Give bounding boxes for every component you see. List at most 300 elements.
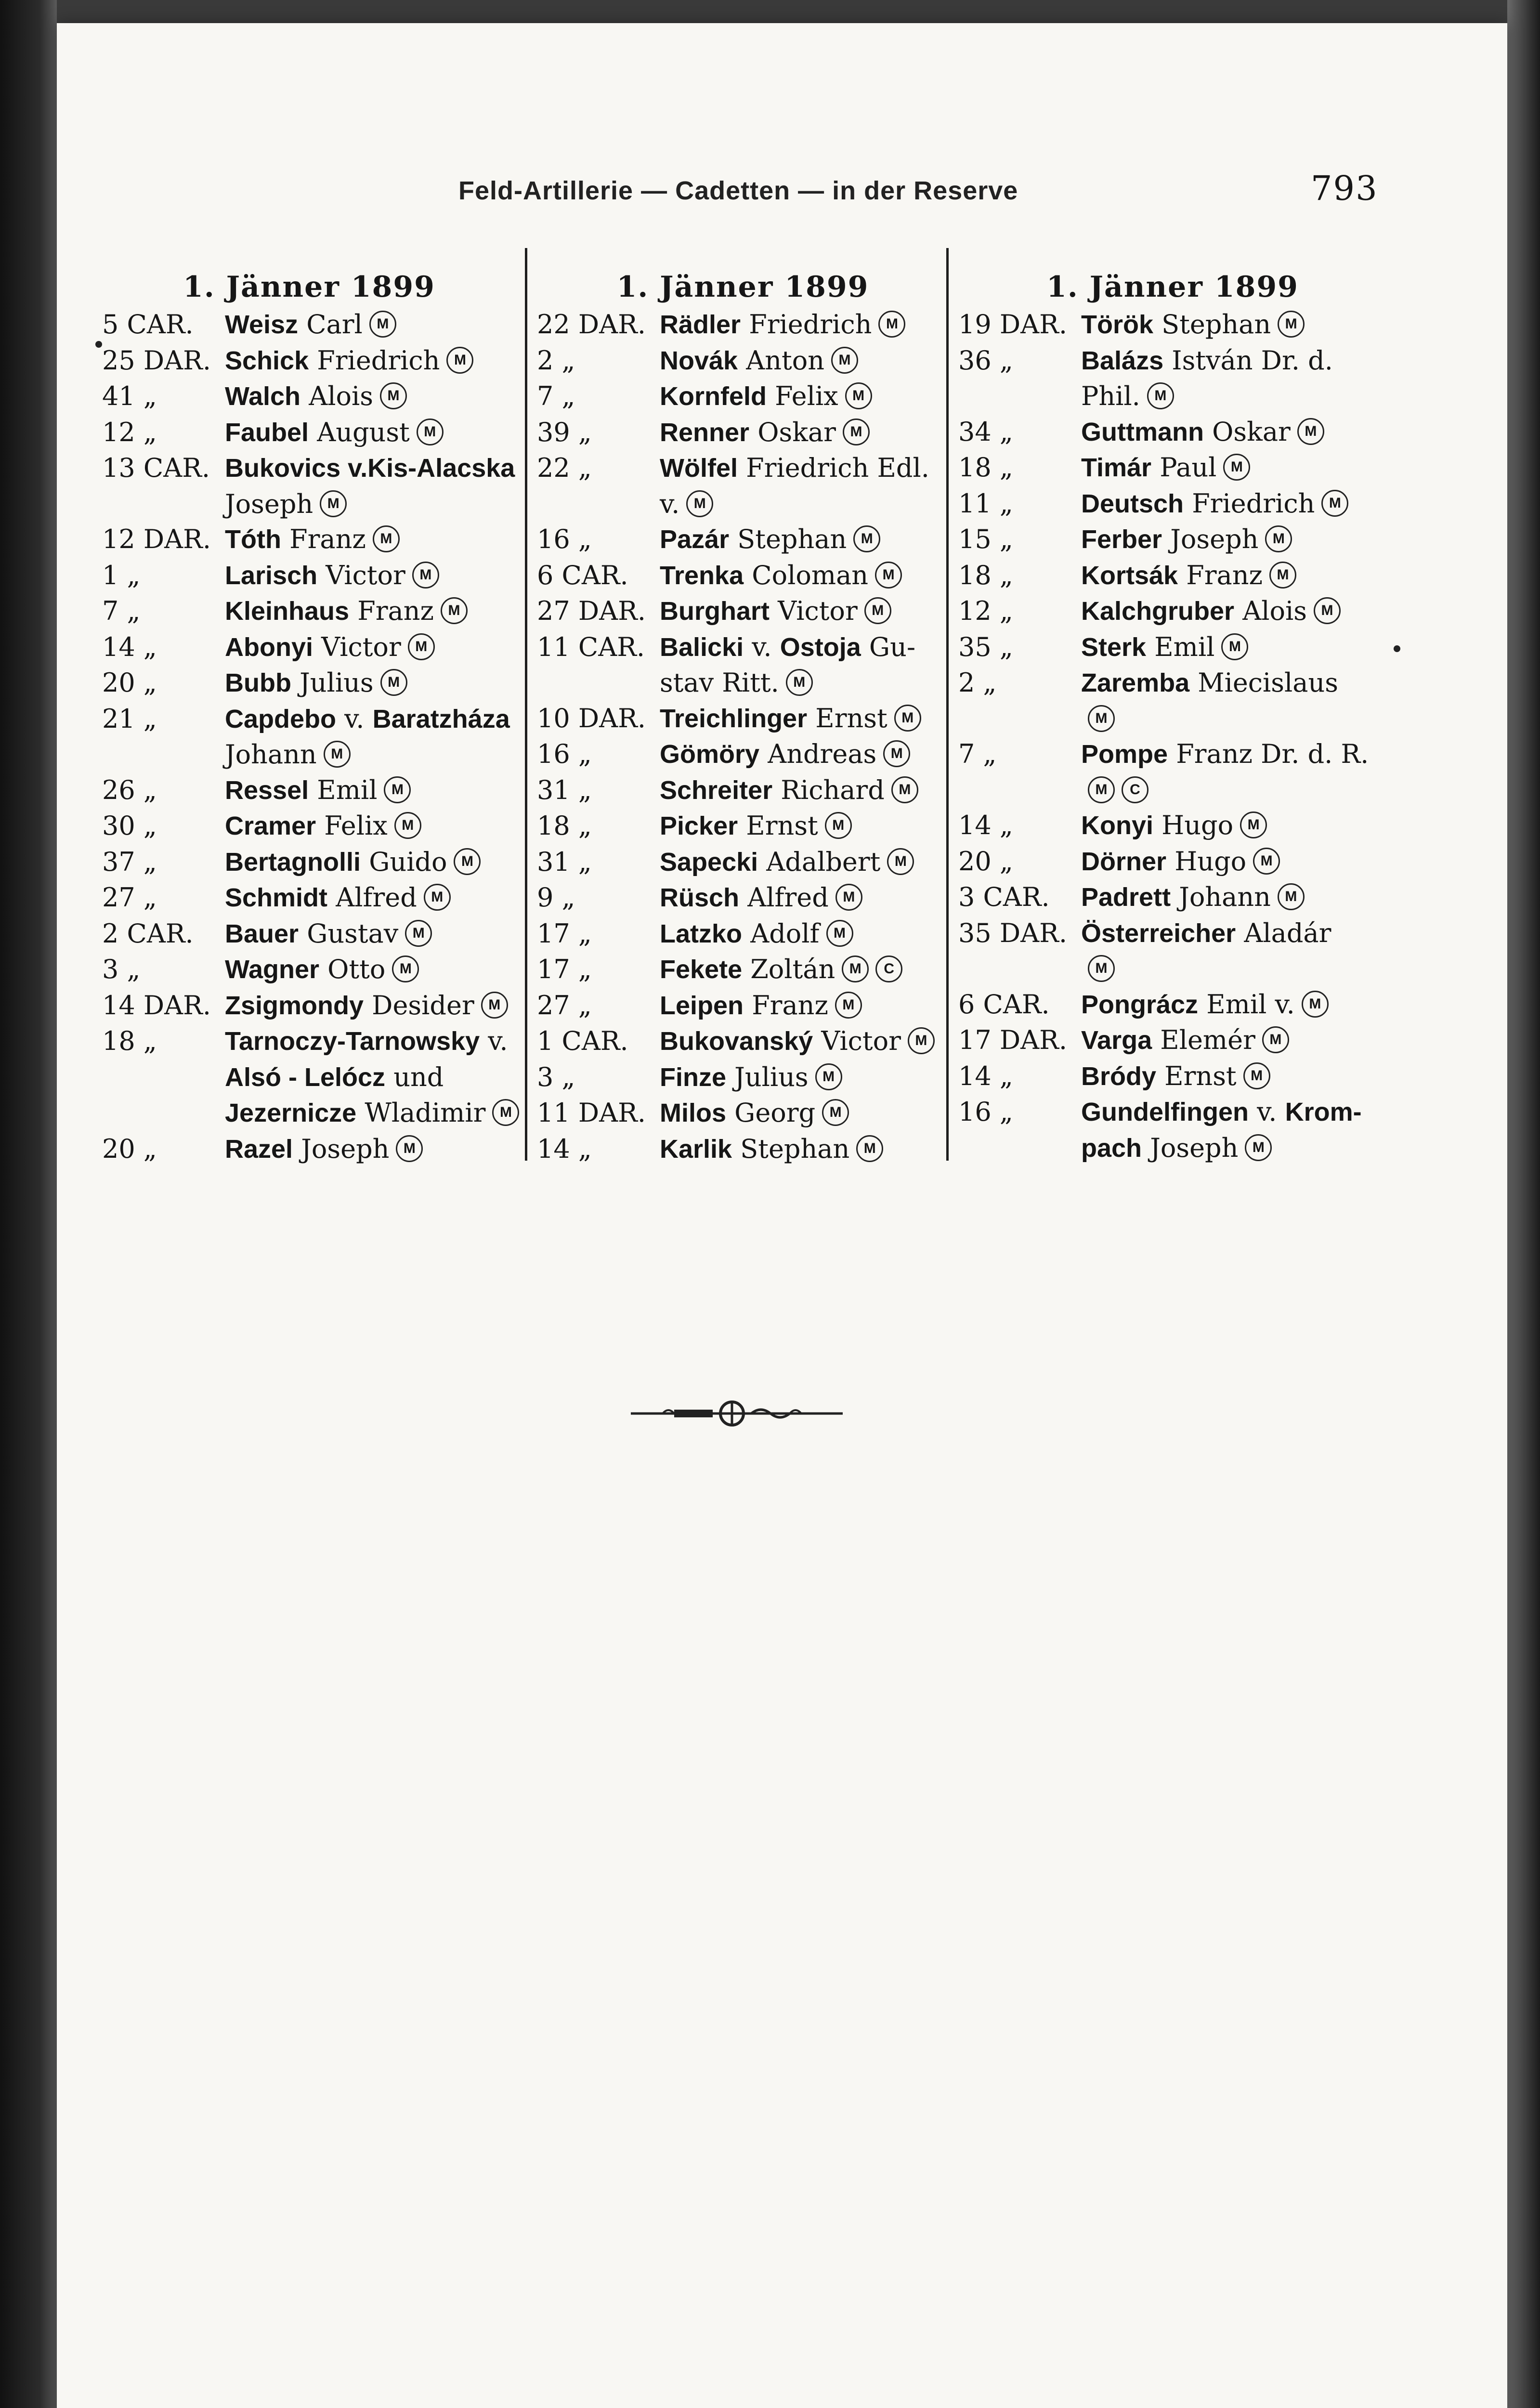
given-name: v.	[660, 488, 680, 519]
name-line	[1081, 844, 1387, 880]
name-line	[660, 952, 949, 988]
circled-m-icon: M	[320, 490, 347, 517]
surname: Milos	[660, 1099, 727, 1127]
circled-m-icon: M	[373, 525, 400, 552]
surname: Ressel	[225, 775, 309, 805]
name-block	[225, 808, 516, 844]
roster-entry	[102, 916, 516, 952]
given-name: Richard	[772, 774, 885, 805]
surname: Varga	[1081, 1026, 1152, 1055]
surname: Wölfel	[660, 454, 738, 483]
name-line	[225, 737, 516, 772]
name-block	[225, 988, 516, 1024]
surname: Larisch	[225, 561, 318, 590]
rank-seniority: 18 „	[537, 811, 592, 841]
name-block	[225, 522, 516, 558]
rank-seniority: 34 „	[958, 416, 1013, 447]
roster-entry	[102, 450, 516, 522]
roster-entry	[958, 844, 1387, 880]
surname: Timár	[1081, 453, 1152, 482]
rank-seniority: 20 „	[102, 667, 157, 698]
circled-m-icon: M	[1297, 418, 1324, 445]
given-name: Georg	[726, 1098, 816, 1128]
roster-entry	[102, 379, 516, 415]
name-line	[660, 701, 949, 737]
roster-entry	[537, 772, 949, 809]
given-name: Julius	[291, 667, 374, 698]
given-name: Julius	[726, 1061, 809, 1092]
name-block	[1081, 879, 1387, 916]
name-block	[1081, 486, 1387, 522]
rank-seniority: 16 „	[537, 524, 592, 554]
surname: Pongrácz	[1081, 990, 1199, 1019]
name-block	[660, 1131, 949, 1167]
circled-m-icon: M	[822, 1099, 849, 1126]
name-block	[225, 772, 516, 809]
roster-entry	[958, 450, 1387, 486]
rank-seniority: 21 „	[102, 703, 157, 734]
roster-entry	[537, 558, 949, 594]
rank-seniority: 20 „	[958, 846, 1013, 877]
name-line	[660, 343, 949, 379]
name-block	[660, 988, 949, 1024]
circled-m-icon: M	[1088, 705, 1115, 732]
circled-m-icon: M	[887, 848, 914, 875]
rank-seniority: 6 CAR.	[537, 560, 628, 590]
name-line	[225, 772, 516, 809]
given-name: August	[309, 417, 410, 447]
circled-m-icon: M	[481, 992, 508, 1019]
rank-seniority: 18 „	[958, 452, 1013, 483]
rank-seniority: 2 „	[958, 667, 997, 698]
rank-seniority: 27 DAR.	[537, 596, 646, 626]
circled-m-icon: M	[1245, 1134, 1272, 1161]
rank-seniority: 11 DAR.	[537, 1098, 646, 1128]
running-title: Feld-Artillerie — Cadetten — in der Reserve	[458, 176, 1018, 205]
name-block	[660, 1023, 949, 1060]
rank-seniority: 1 „	[102, 560, 141, 590]
name-line	[660, 1060, 949, 1096]
scan-left-edge	[0, 0, 57, 2408]
rank-seniority: 17 „	[537, 918, 592, 949]
scan-right-edge	[1507, 0, 1540, 2408]
given-name: Alois	[300, 381, 373, 411]
roster-entry	[102, 701, 516, 772]
name-line	[1081, 701, 1387, 737]
name-block	[225, 450, 516, 522]
name-line	[660, 1023, 949, 1060]
rank-seniority: 31 „	[537, 846, 592, 877]
roster-entry	[537, 736, 949, 772]
given-name: Stephan	[732, 1133, 850, 1164]
column-1	[102, 267, 516, 1167]
given-name: Oskar	[749, 417, 836, 447]
surname: Karlik	[660, 1134, 732, 1164]
name-block	[660, 916, 949, 952]
rank-seniority: 25 DAR.	[102, 345, 211, 376]
given-name: Phil.	[1081, 381, 1140, 411]
given-name: Victor	[313, 631, 401, 662]
given-name: v.	[336, 703, 373, 734]
rank-seniority: 16 „	[537, 739, 592, 769]
name-line	[225, 343, 516, 379]
circled-c-icon: C	[875, 955, 902, 982]
roster-entry	[537, 522, 949, 558]
name-block	[1081, 1094, 1387, 1166]
surname: Ferber	[1081, 525, 1162, 554]
name-line	[1081, 951, 1387, 987]
surname: Bauer	[225, 919, 299, 948]
surname: Fekete	[660, 955, 743, 984]
name-block	[660, 1060, 949, 1096]
given-name: Felix	[767, 381, 838, 411]
roster-entry	[102, 522, 516, 558]
name-block	[1081, 629, 1387, 666]
name-block	[660, 522, 949, 558]
name-line	[660, 486, 949, 522]
circled-m-icon: M	[441, 597, 468, 624]
roster-entry	[537, 988, 949, 1024]
rank-seniority: 27 „	[537, 990, 592, 1021]
surname: Walch	[225, 382, 301, 411]
column-divider	[525, 248, 527, 1161]
rank-seniority: 13 CAR.	[102, 453, 210, 483]
name-line	[225, 880, 516, 916]
name-line	[1081, 665, 1387, 701]
given-name: Alfred	[739, 882, 829, 913]
name-line	[225, 1131, 516, 1167]
given-name: Anton	[738, 345, 825, 376]
roster-entry	[102, 1131, 516, 1167]
name-line	[1081, 808, 1387, 844]
roster-entry	[102, 665, 516, 701]
name-line	[1081, 772, 1387, 808]
rank-seniority: 7 „	[537, 381, 575, 411]
surname: Finze	[660, 1062, 727, 1092]
name-block	[1081, 1022, 1387, 1059]
surname: Pompe	[1081, 740, 1168, 769]
given-name: Victor	[317, 560, 405, 590]
name-block	[660, 736, 949, 772]
surname: Rädler	[660, 310, 741, 339]
name-block	[660, 880, 949, 916]
roster-entry	[537, 952, 949, 988]
rank-seniority: 7 „	[102, 596, 141, 626]
circled-m-icon: M	[1253, 848, 1280, 875]
roster-entry	[958, 987, 1387, 1023]
name-line	[225, 988, 516, 1024]
roster-entry	[537, 1060, 949, 1096]
name-line	[660, 844, 949, 880]
name-line	[225, 415, 516, 451]
surname: Kortsák	[1081, 561, 1178, 590]
circled-m-icon: M	[908, 1027, 935, 1054]
given-name: Stephan	[1153, 309, 1271, 340]
surname: Zsigmondy	[225, 991, 364, 1020]
given-name: Ernst	[807, 703, 887, 733]
roster-entry	[102, 772, 516, 809]
name-line	[225, 450, 516, 486]
given-name: Friedrich	[741, 309, 872, 340]
rank-seniority: 11 CAR.	[537, 631, 645, 662]
name-line	[1081, 343, 1387, 379]
roster-entry	[958, 593, 1387, 629]
given-name: v.	[480, 1026, 508, 1056]
column-3	[958, 267, 1387, 1166]
name-block	[225, 558, 516, 594]
name-line	[225, 701, 516, 737]
name-line	[1081, 916, 1387, 952]
roster-entry	[102, 808, 516, 844]
name-line	[660, 808, 949, 844]
name-line	[1081, 593, 1387, 629]
circled-m-icon: M	[815, 1063, 842, 1090]
surname: Bródy	[1081, 1061, 1157, 1091]
name-line	[1081, 450, 1387, 486]
surname: Tóth	[225, 525, 281, 554]
name-line	[660, 415, 949, 451]
name-block	[225, 1131, 516, 1167]
rank-seniority: 30 „	[102, 811, 157, 841]
name-line	[1081, 1094, 1387, 1130]
name-block	[660, 844, 949, 880]
surname: Balicki	[660, 632, 744, 662]
name-line	[225, 307, 516, 343]
given-name: Friedrich Edl.	[737, 453, 929, 483]
name-line	[660, 522, 949, 558]
name-line	[660, 916, 949, 952]
given-name: Oskar	[1203, 416, 1291, 447]
name-line	[1081, 629, 1387, 666]
given-name: Zoltán	[742, 954, 835, 984]
circled-m-icon: M	[324, 741, 351, 768]
name-block	[660, 558, 949, 594]
given-name: stav Ritt.	[660, 667, 779, 698]
given-name: Victor	[770, 596, 858, 626]
circled-m-icon: M	[856, 1135, 883, 1162]
rank-seniority: 17 DAR.	[958, 1025, 1067, 1055]
circled-m-icon: M	[369, 311, 396, 338]
roster-entry	[537, 415, 949, 451]
roster-entry	[958, 1059, 1387, 1095]
given-name: Carl	[298, 309, 363, 340]
entry-list	[537, 307, 949, 1167]
name-block	[225, 952, 516, 988]
name-line	[1081, 558, 1387, 594]
name-block	[225, 307, 516, 343]
surname: Rüsch	[660, 883, 740, 912]
name-block	[1081, 987, 1387, 1023]
rank-seniority: 12 „	[958, 596, 1013, 626]
name-line	[225, 593, 516, 629]
given-name: v.	[744, 631, 780, 662]
surname: Picker	[660, 811, 738, 840]
circled-m-icon: M	[424, 884, 451, 911]
given-name: Johann	[225, 739, 317, 770]
name-line	[660, 379, 949, 415]
name-line	[225, 486, 516, 522]
name-line	[1081, 1059, 1387, 1095]
name-line	[225, 522, 516, 558]
name-line	[225, 629, 516, 666]
circled-m-icon: M	[845, 382, 872, 409]
given-name: Hugo	[1166, 846, 1247, 877]
roster-entry	[958, 486, 1387, 522]
rank-seniority: 27 „	[102, 882, 157, 913]
roster-entry	[537, 379, 949, 415]
rank-seniority: 12 DAR.	[102, 524, 211, 554]
name-line	[660, 558, 949, 594]
name-line	[1081, 522, 1387, 558]
name-line	[225, 844, 516, 880]
given-name: Ernst	[738, 811, 818, 841]
name-block	[1081, 450, 1387, 486]
roster-entry	[102, 343, 516, 379]
surname-predicate: Baratzháza	[372, 704, 510, 733]
name-line	[660, 1131, 949, 1167]
surname: Faubel	[225, 418, 309, 447]
rank-seniority: 18 „	[102, 1026, 157, 1056]
given-name: Andreas	[759, 739, 877, 769]
name-line	[225, 952, 516, 988]
name-block	[660, 379, 949, 415]
given-name: Adalbert	[758, 846, 881, 877]
given-name: v.	[1248, 1097, 1285, 1127]
name-block	[225, 1023, 519, 1131]
roster-entry	[102, 988, 516, 1024]
circled-m-icon: M	[1221, 633, 1248, 660]
roster-entry	[102, 629, 516, 666]
given-name: Otto	[319, 954, 386, 984]
name-block	[1081, 307, 1387, 343]
circled-m-icon: M	[883, 740, 910, 767]
surname: Wagner	[225, 955, 320, 984]
name-block	[660, 343, 949, 379]
circled-m-icon: M	[1147, 382, 1174, 409]
circled-m-icon: M	[492, 1099, 519, 1126]
name-line	[1081, 736, 1387, 772]
given-name: Guido	[361, 846, 447, 877]
name-block	[1081, 522, 1387, 558]
rank-seniority: 3 CAR.	[958, 882, 1050, 912]
name-line	[660, 988, 949, 1024]
entry-list	[958, 307, 1387, 1166]
roster-entry	[537, 1095, 949, 1131]
name-block	[660, 952, 949, 988]
roster-entry	[102, 307, 516, 343]
given-name: Alois	[1234, 596, 1307, 626]
circled-m-icon: M	[831, 347, 858, 374]
roster-entry	[958, 629, 1387, 666]
surname: Bubb	[225, 668, 291, 697]
end-ornament	[631, 1394, 843, 1433]
given-name: Joseph	[1142, 1132, 1239, 1163]
name-line	[225, 665, 516, 701]
given-name: Ernst	[1156, 1060, 1237, 1091]
surname: pach	[1081, 1133, 1142, 1163]
name-block	[225, 701, 516, 772]
surname: Guttmann	[1081, 417, 1204, 446]
roster-entry	[958, 916, 1387, 987]
surname: Jezernicze	[225, 1099, 357, 1127]
given-name: Friedrich	[309, 345, 440, 376]
roster-entry	[958, 1022, 1387, 1059]
name-block	[225, 415, 516, 451]
circled-m-icon: M	[392, 955, 419, 982]
surname: Pazár	[660, 525, 730, 554]
roster-entry	[958, 1094, 1387, 1166]
roster-entry	[958, 307, 1387, 343]
rank-seniority: 20 „	[102, 1133, 157, 1164]
given-name: Hugo	[1153, 810, 1234, 840]
given-name: Wladimir	[356, 1098, 486, 1128]
roster-entry	[537, 916, 949, 952]
given-name: Franz Dr. d. R.	[1168, 739, 1369, 769]
name-line	[225, 916, 516, 952]
name-block	[225, 844, 516, 880]
name-line	[660, 736, 949, 772]
name-block	[660, 1095, 949, 1131]
column-heading: 1. Jänner 1899	[1046, 270, 1299, 304]
circled-m-icon: M	[835, 992, 862, 1019]
name-block	[1081, 593, 1387, 629]
given-name: Coloman	[744, 560, 869, 590]
surname: Latzko	[660, 919, 743, 948]
circled-m-icon: M	[1223, 454, 1250, 481]
surname: Treichlinger	[660, 704, 808, 733]
given-name: Paul	[1151, 452, 1217, 483]
name-block	[1081, 916, 1387, 987]
rank-seniority: 7 „	[958, 739, 997, 769]
name-block	[1081, 414, 1387, 450]
given-name: Johann	[1171, 882, 1271, 912]
surname: Gundelfingen	[1081, 1098, 1249, 1126]
name-line	[1081, 879, 1387, 916]
roster-entry	[958, 343, 1387, 414]
page-number: 793	[1311, 169, 1378, 208]
surname: Balázs	[1081, 346, 1164, 375]
roster-entry	[537, 808, 949, 844]
surname: Renner	[660, 418, 750, 447]
circled-m-icon: M	[408, 633, 435, 660]
roster-entry	[958, 808, 1387, 844]
name-block	[1081, 736, 1387, 808]
name-block	[1081, 808, 1387, 844]
circled-m-icon: M	[1314, 597, 1341, 624]
surname-predicate: Krom-	[1285, 1098, 1362, 1126]
rank-seniority: 14 „	[958, 810, 1013, 840]
rank-seniority: 14 DAR.	[102, 990, 211, 1021]
rank-seniority: 16 „	[958, 1097, 1013, 1127]
roster-entry	[537, 629, 949, 701]
rank-seniority: 17 „	[537, 954, 592, 984]
rank-seniority: 26 „	[102, 774, 157, 805]
rank-seniority: 2 „	[537, 345, 575, 376]
name-block	[660, 808, 949, 844]
roster-entry	[958, 558, 1387, 594]
rank-seniority: 37 „	[102, 846, 157, 877]
rank-seniority: 35 „	[958, 631, 1013, 662]
surname: Trenka	[660, 561, 744, 590]
rank-seniority: 31 „	[537, 774, 592, 805]
rank-seniority: 15 „	[958, 524, 1013, 554]
rank-seniority: 6 CAR.	[958, 989, 1050, 1020]
rank-seniority: 3 „	[537, 1061, 575, 1092]
surname: Schick	[225, 346, 309, 375]
surname: Bukovanský	[660, 1027, 813, 1056]
surname: Tarnoczy-Tarnowsky	[225, 1027, 480, 1056]
name-line	[660, 665, 949, 701]
